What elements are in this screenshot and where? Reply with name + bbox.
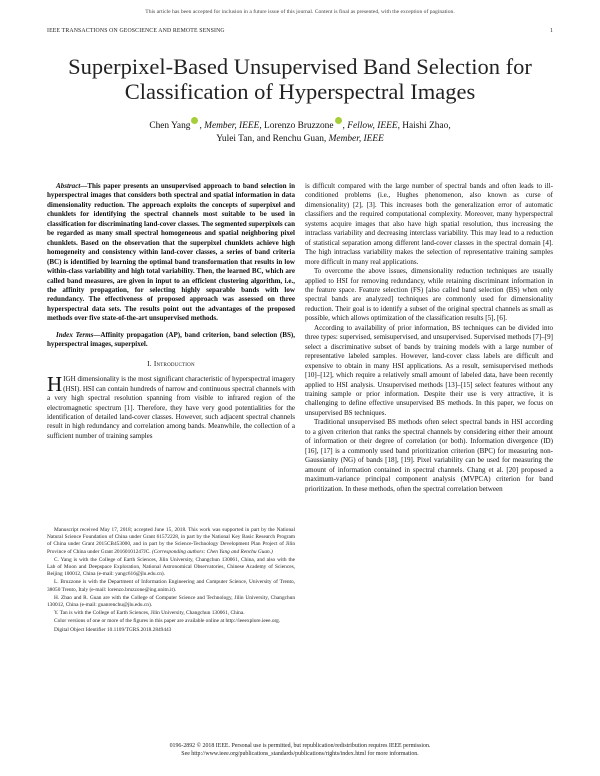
copyright-line: 0196-2892 © 2018 IEEE. Personal use is permitted, but republication/redistribution requires IEEE permission. bbox=[169, 743, 431, 749]
section-title: Introduction bbox=[153, 358, 195, 368]
index-terms-text: Affinity propagation (AP), band criterion, band selection (BS), hyperspectral images, superpixel. bbox=[47, 330, 295, 349]
running-head bbox=[47, 28, 553, 34]
intro-text: dimensionality is the most significant characteristic of hyperspectral imagery (HSI). HSI can contain hundreds of narrow and continuous spectral channels with a very high spectral resolution spanning from visible to infrared region of the electromagnetic spectrum [1]. Therefore, they have very good potentialities for the identification of detailed land-cover classes. However, such adjacent spectral channels result in high redundancy and correlation among bands. Meanwhile, the collection of a sufficient number of training samples bbox=[47, 375, 295, 440]
footnote-doi: Digital Object Identifier 10.1109/TGRS.2018.2849443 bbox=[54, 626, 172, 633]
footnote bbox=[47, 527, 295, 556]
author-name: Chen Yang bbox=[149, 121, 191, 131]
author-role: Fellow, IEEE bbox=[347, 121, 398, 131]
author-list: Chen Yang , Member, IEEE, Lorenzo Bruzzone , Fellow, IEEE, Haishi Zhao, Yulei Tan, and Renchu Guan, Member, IEEE bbox=[60, 117, 540, 146]
right-column bbox=[305, 182, 553, 494]
left-column bbox=[47, 182, 295, 441]
intro-paragraph bbox=[47, 372, 295, 441]
footnote: Y. Tan is with the College of Earth Sciences, Jilin University, Changchun 130061, China. bbox=[54, 610, 245, 617]
abstract-label: Abstract— bbox=[56, 182, 88, 190]
acceptance-notice: This article has been accepted for inclusion in a future issue of this journal. Content is final as presented, with the exception of pagination. bbox=[145, 9, 455, 15]
footnote-corresponding: (Corresponding authors: Chen Yang and Renchu Guan.) bbox=[151, 548, 273, 555]
footnote: Color versions of one or more of the figures in this paper are available online at http://ieeexplore.ieee.org. bbox=[54, 618, 281, 625]
section-heading bbox=[47, 359, 295, 368]
author-name: Haishi Zhao, bbox=[402, 121, 451, 131]
body-paragraph: To overcome the above issues, dimensionality reduction techniques are usually applied to HSI for removing redundancy, while retaining discriminant information in the feature space. Feature selection (FS) [also called band selection (BS) when only spectral bands are analyzed] techniques are commonly used for dimensionality reduction. Their goal is to identify a subset of the original spectral channels as small as possible, which allows optimization of the classification results [5], [6]. bbox=[305, 267, 553, 323]
body-paragraph: According to availability of prior information, BS techniques can be divided into three types: supervised, semisupervised, and unsupervised. Supervised methods [7]–[9] select a discriminative subset of bands by training models with a large number of representative labeled samples. However, land-cover class labels are difficult and expensive to obtain in many HSI applications. As a result, semisupervised methods [10]–[12], which require a relatively small amount of labeled data, have been recently applied to HSI analysis. Unsupervised methods [13]–[15] select features without any training sample or prior information. Despite their use is very attractive, it is challenging to define effective unsupervised BS methods. In this paper, we focus on unsupervised BS techniques. bbox=[305, 323, 553, 417]
footnote: H. Zhao and R. Guan are with the College of Computer Science and Technology, Jilin University, Changchun 130012, China (e-mail: guanrenchu@jlu.edu.cn). bbox=[47, 594, 295, 609]
index-terms-label: Index Terms— bbox=[56, 330, 101, 339]
intro-caps: IGH bbox=[63, 375, 76, 384]
copyright-link[interactable]: See http://www.ieee.org/publications_standards/publications/rights/index.html for more information. bbox=[181, 751, 419, 757]
abstract-text: This paper presents an unsupervised approach to band selection in hyperspectral images that considers both spectral and spatial information in data dimensionality reduction. The approach exploits the concepts of superpixel and chunklets for identifying the spectral channels most suitable to be used in classification for discriminating land-cover classes. The segmented superpixels can be regarded as many small spectral homogeneous and spatial neighboring pixel chunklets. Based on the observation that the superpixel chunklets achieve high homogeneity and consistency within land-cover classes, a series of band criteria (BC) is identified by learning the optimal band transformation that results in low within-class variability and high total variability. Then, the learned BC, which are called band measures, are given in input to an efficient clustering algorithm, i.e., the affinity propagation, for selecting highly separable bands with low redundancy. The effectiveness of proposed approach was assessed on three hyperspectral data sets. The results point out the advantages of the proposed methods over five state-of-the-art unsupervised methods. bbox=[47, 182, 295, 323]
footnote: C. Yang is with the College of Earth Sciences, Jilin University, Changchun 130061, China, and also with the Lab of Moon and Deepspace Exploration, National Astronomical Observatories, Chinese Academy of Sciences, Beijing 100012, China (e-mail: yangc616@jlu.edu.cn). bbox=[47, 556, 295, 578]
author-role: Member, IEEE bbox=[204, 121, 260, 131]
journal-name: IEEE TRANSACTIONS ON GEOSCIENCE AND REMOTE SENSING bbox=[47, 28, 225, 34]
author-name: Yulei Tan, and Renchu Guan, bbox=[216, 134, 327, 144]
paper-title: Superpixel-Based Unsupervised Band Selection for Classification of Hyperspectral Images bbox=[68, 54, 532, 104]
author-role: Member, IEEE bbox=[328, 134, 384, 144]
section-number: I. bbox=[147, 358, 152, 368]
orcid-icon[interactable] bbox=[335, 117, 342, 124]
body-paragraph: Traditional unsupervised BS methods often select spectral bands in HSI according to a given criterion that ranks the spectral channels by considering either their amount of information or their degree of correlation (or both). Information divergence (ID) [16], [17] is a commonly used band prioritization criterion (BPC) for measuring non-Gaussianity (NG) of bands [18], [19]. Pixel variability can be used for measuring the amount of information contained in spectral channels. Chang et al. [20] proposed a maximum-variance principal component analysis (MVPCA) criterion for band prioritization. In these methods, often the spectral correlation between bbox=[305, 418, 553, 493]
abstract bbox=[47, 182, 295, 324]
index-terms bbox=[47, 331, 295, 350]
footnotes bbox=[47, 527, 295, 635]
footnote-text: Manuscript received May 17, 2018; accepted June 15, 2018. This work was supported in part by the National Natural Science Foundation of China under Grant 61572228, in part by the National Key Basic Research Program of China under Grant 2015CB453000, and in part by the Science-Technology Development Plan Project of Jilin Province of China under Grant 20160101247JC. bbox=[47, 527, 295, 555]
body-paragraph: is difficult compared with the large number of spectral bands and often leads to ill-conditioned problems (i.e., Hughes phenomenon, also known as curse of dimensionality) [2], [3]. This increases both the generalization error of automatic classifiers and the required computational complexity. Moreover, many hyperspectral systems acquire images that also have high spatial resolution, thus increasing the intraclass variability and decreasing interclass variability. This may lead to a reduction of statistical separation among different land-cover classes in the spectral domain [4]. The high intraclass variability makes the selection of representative training samples more difficult in many real applications. bbox=[305, 182, 553, 266]
drop-cap: H bbox=[47, 372, 63, 397]
copyright-notice bbox=[0, 742, 600, 758]
author-name: Lorenzo Bruzzone bbox=[264, 121, 334, 131]
orcid-icon[interactable] bbox=[191, 117, 198, 124]
footnote: L. Bruzzone is with the Department of Information Engineering and Computer Science, University of Trento, 38050 Trento, Italy (e-mail: lorenzo.bruzzone@ing.unitn.it). bbox=[47, 579, 295, 593]
page-number: 1 bbox=[549, 28, 553, 34]
